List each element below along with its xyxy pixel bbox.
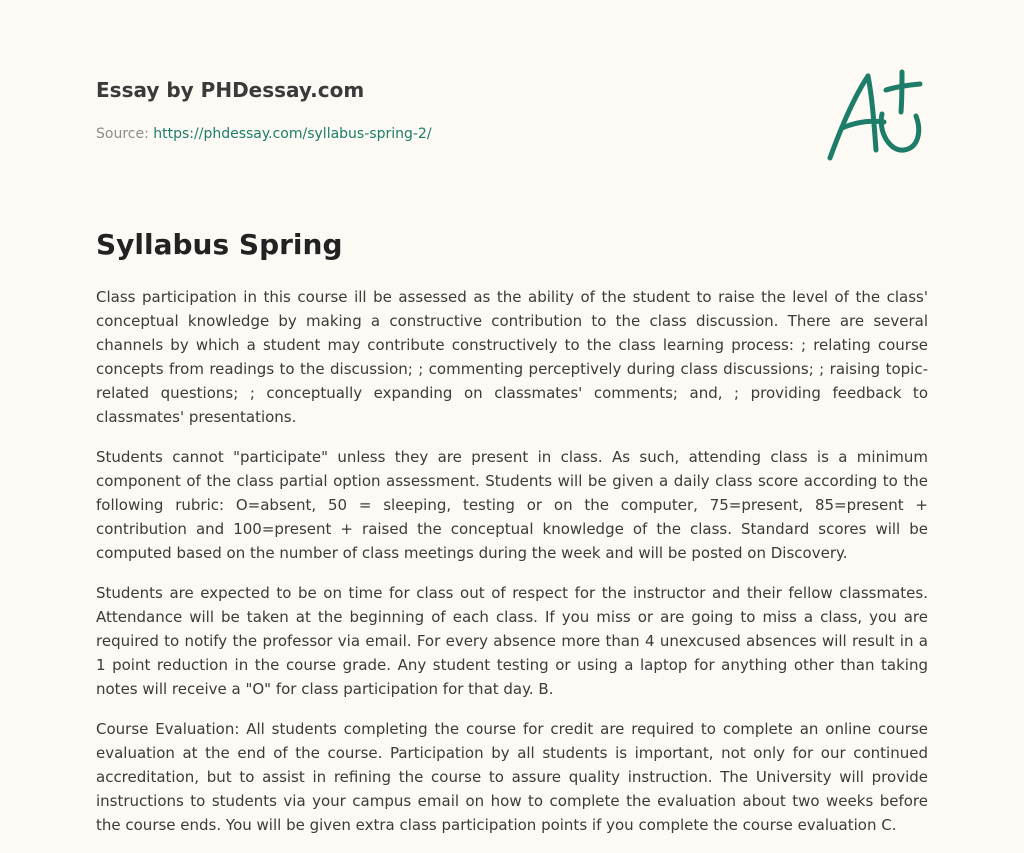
a-plus-logo-icon xyxy=(822,66,926,164)
essay-paragraph: Course Evaluation: All students completing the course for credit are required to complete an online course evaluation at the end of the course. Participation by all students is important, not only for our continued accreditation, but to assist in refining the course to assure quality instruction. The University will provide instructions to students via your campus email on how to complete the evaluation about two weeks before the course ends. You will be given extra class participation points if you complete the course evaluation C. xyxy=(96,720,928,834)
source-link[interactable]: https://phdessay.com/syllabus-spring-2/ xyxy=(153,126,432,142)
essay-paragraph: Class participation in this course ill be assessed as the ability of the student to raise the level of the class' conceptual knowledge by making a constructive contribution to the class discussion. There are several channels by which a student may contribute constructively to the class learning process: ; relating course concepts from readings to the discussion; ; commenting perceptively during class discussions; ; raising topic-related questions; ; conceptually expanding on classmates' comments; and, ; providing feedback to classmates' presentations. xyxy=(96,288,928,426)
essay-paragraph: Students are expected to be on time for class out of respect for the instructor and their fellow classmates. Attendance will be taken at the beginning of each class. If you miss or are going to miss a class, you are required to notify the professor via email. For every absence more than 4 unexcused absences will result in a 1 point reduction in the course grade. Any student testing or using a laptop for anything other than taking notes will receive a "O" for class participation for that day. B. xyxy=(96,584,928,698)
source-line xyxy=(96,124,432,144)
essay-paragraph: Students cannot "participate" unless they are present in class. As such, attending class is a minimum component of the class partial option assessment. Students will be given a daily class score according to the following rubric: O=absent, 50 = sleeping, testing or on the computer, 75=present, 85=present + contribution and 100=present + raised the conceptual knowledge of the class. Standard scores will be computed based on the number of class meetings during the week and will be posted on Discovery. xyxy=(96,448,928,562)
essay-title: Syllabus Spring xyxy=(96,228,343,261)
site-title: Essay by PHDessay.com xyxy=(96,78,365,102)
essay-body xyxy=(96,285,928,853)
source-label: Source: xyxy=(96,126,149,142)
